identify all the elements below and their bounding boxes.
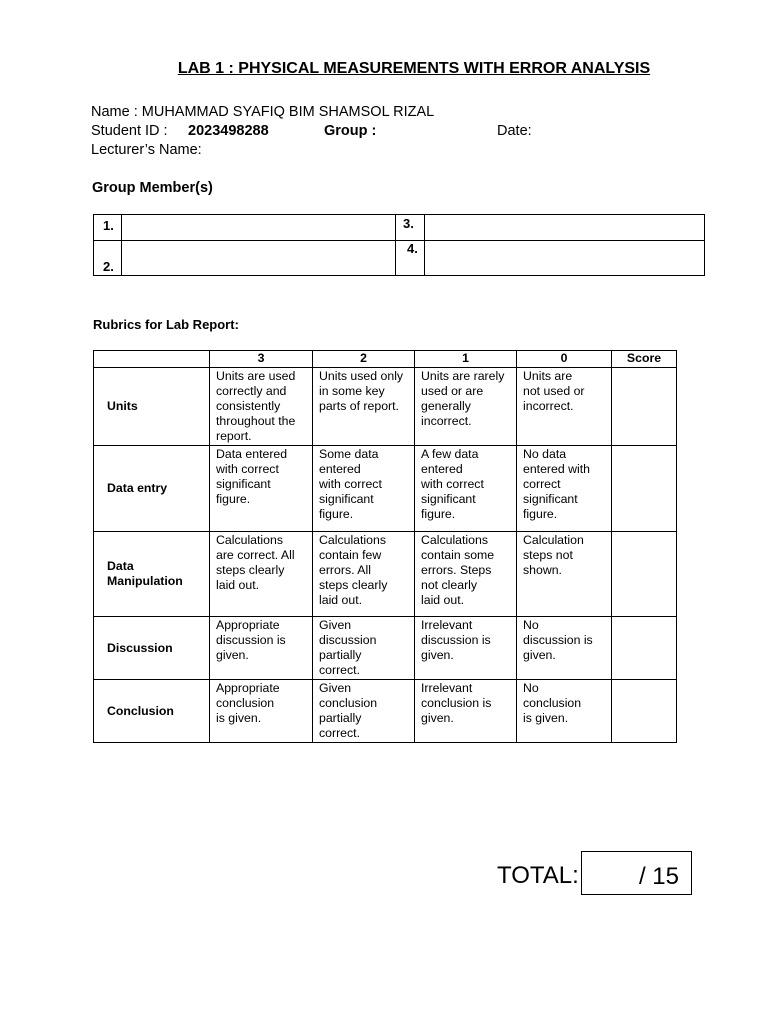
score-cell-data-entry[interactable] <box>612 446 677 532</box>
rubric-table <box>93 350 677 743</box>
criterion-units: Units <box>94 368 210 446</box>
member-number-3: 3. <box>403 216 414 231</box>
rubric-row-units <box>94 368 677 446</box>
criterion-data-entry: Data entry <box>94 446 210 532</box>
name-label: Name : <box>91 104 138 120</box>
rubric-row-discussion <box>94 617 677 680</box>
rubric-cell: Calculations are correct. All steps clearly laid out. <box>210 532 313 617</box>
rubric-header-blank <box>94 351 210 368</box>
criterion-conclusion: Conclusion <box>94 680 210 743</box>
total-label: TOTAL: <box>497 862 579 889</box>
rubric-row-data-entry <box>94 446 677 532</box>
rubric-cell: Units used only in some key parts of report. <box>313 368 415 446</box>
score-cell-discussion[interactable] <box>612 617 677 680</box>
name-line <box>91 103 434 122</box>
score-cell-conclusion[interactable] <box>612 680 677 743</box>
rubric-cell: Units are used correctly and consistently throughout the report. <box>210 368 313 446</box>
total-score-box[interactable] <box>581 851 692 895</box>
total-score-text: / 15 <box>638 863 679 890</box>
members-divider <box>121 215 122 275</box>
rubric-cell: Irrelevant conclusion is given. <box>415 680 517 743</box>
rubric-cell: No data entered with correct significant figure. <box>517 446 612 532</box>
rubric-cell: No discussion is given. <box>517 617 612 680</box>
rubric-header-score: Score <box>612 351 677 368</box>
date-label: Date: <box>497 123 532 139</box>
rubric-header-0: 0 <box>517 351 612 368</box>
members-divider <box>424 215 425 275</box>
rubric-row-conclusion <box>94 680 677 743</box>
group-label: Group : <box>324 123 377 139</box>
lecturer-name-label: Lecturer’s Name: <box>91 142 202 158</box>
page-title <box>0 60 768 78</box>
criterion-data-manipulation: Data Manipulation <box>94 532 210 617</box>
rubric-cell: Data entered with correct significant figure. <box>210 446 313 532</box>
rubrics-heading: Rubrics for Lab Report: <box>93 317 239 332</box>
rubric-cell: Units are not used or incorrect. <box>517 368 612 446</box>
rubric-cell: Appropriate discussion is given. <box>210 617 313 680</box>
group-members-table <box>93 214 705 276</box>
member-number-1: 1. <box>103 218 114 233</box>
rubric-cell: No conclusion is given. <box>517 680 612 743</box>
rubric-cell: Irrelevant discussion is given. <box>415 617 517 680</box>
criterion-discussion: Discussion <box>94 617 210 680</box>
rubric-header-row <box>94 351 677 368</box>
rubric-cell: Units are rarely used or are generally incorrect. <box>415 368 517 446</box>
rubric-cell: Some data entered with correct significant figure. <box>313 446 415 532</box>
score-cell-units[interactable] <box>612 368 677 446</box>
rubric-cell: Calculation steps not shown. <box>517 532 612 617</box>
rubric-cell: Calculations contain some errors. Steps not clearly laid out. <box>415 532 517 617</box>
rubric-header-2: 2 <box>313 351 415 368</box>
member-number-2: 2. <box>103 259 114 274</box>
rubric-cell: Given discussion partially correct. <box>313 617 415 680</box>
rubric-cell: Given conclusion partially correct. <box>313 680 415 743</box>
rubric-cell: A few data entered with correct significant figure. <box>415 446 517 532</box>
members-divider <box>395 215 396 275</box>
member-number-4: 4. <box>407 241 418 256</box>
rubric-header-3: 3 <box>210 351 313 368</box>
rubric-cell: Appropriate conclusion is given. <box>210 680 313 743</box>
members-row-divider <box>94 240 704 241</box>
rubric-header-1: 1 <box>415 351 517 368</box>
group-members-heading: Group Member(s) <box>92 180 213 196</box>
rubric-row-data-manipulation <box>94 532 677 617</box>
rubric-cell: Calculations contain few errors. All steps clearly laid out. <box>313 532 415 617</box>
title-text: LAB 1 : PHYSICAL MEASUREMENTS WITH ERROR ANALYSIS <box>177 60 651 77</box>
student-id-label: Student ID : <box>91 123 168 139</box>
name-value: MUHAMMAD SYAFIQ BIM SHAMSOL RIZAL <box>141 104 435 120</box>
student-id-value: 2023498288 <box>188 123 269 139</box>
score-cell-data-manipulation[interactable] <box>612 532 677 617</box>
